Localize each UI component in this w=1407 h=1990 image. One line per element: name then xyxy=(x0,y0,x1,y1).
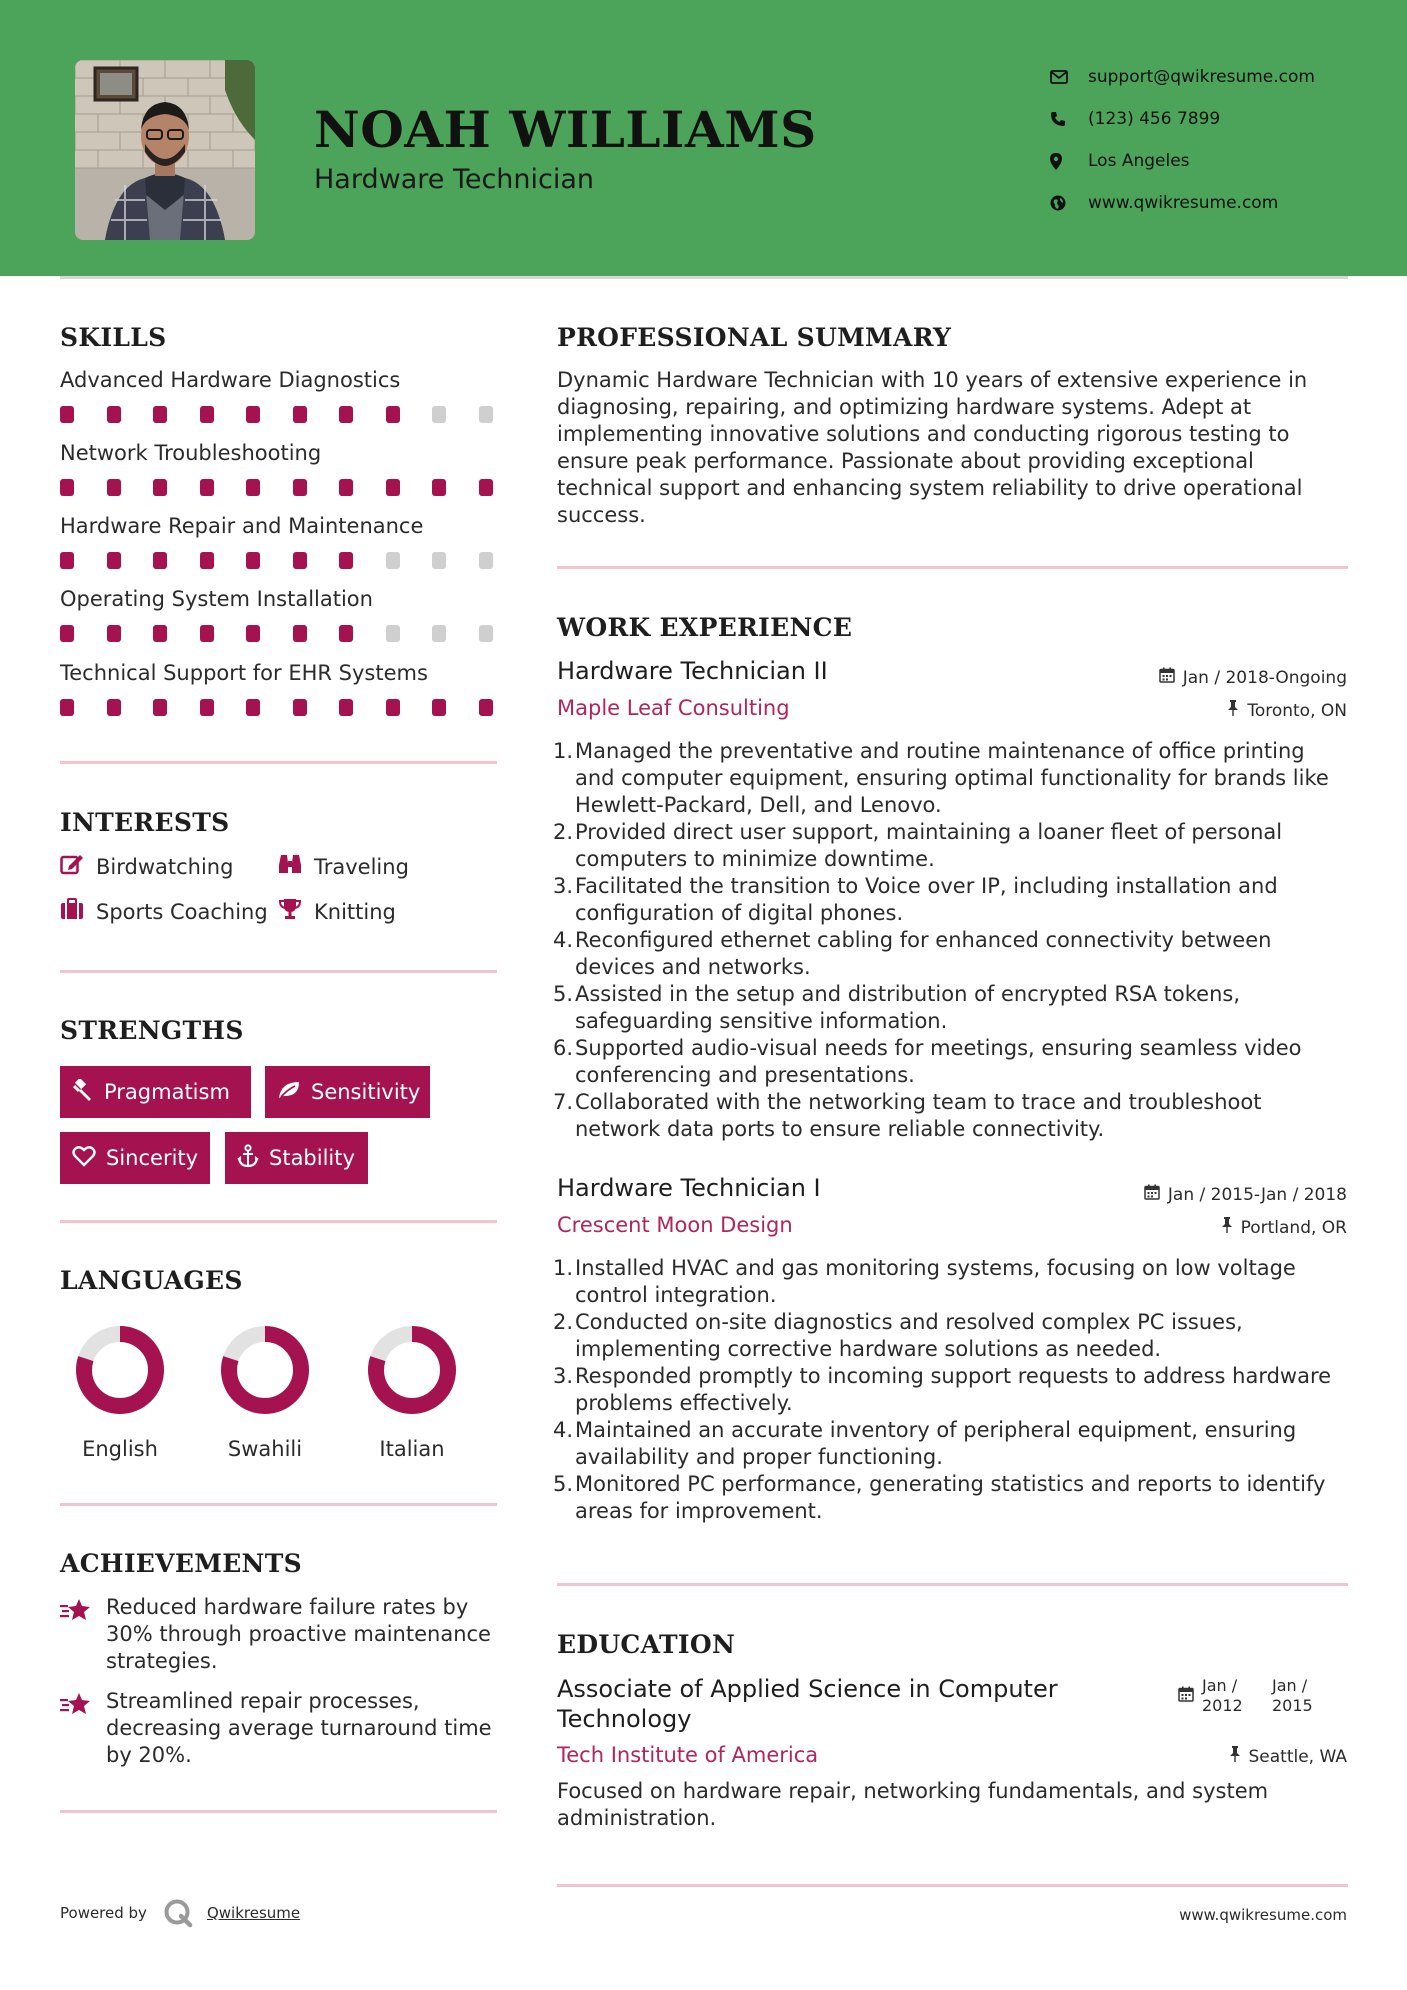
profile-photo xyxy=(75,60,255,240)
strength-tag xyxy=(60,1066,251,1118)
skill-dot-filled xyxy=(339,406,353,423)
skill-dot-filled xyxy=(153,406,167,423)
languages-heading: LANGUAGES xyxy=(60,1266,243,1295)
education-degree xyxy=(557,1674,1058,1734)
job-location-text: Portland, OR xyxy=(1240,1217,1347,1238)
qwikresume-logo-icon xyxy=(163,1898,193,1928)
job-location xyxy=(1227,700,1347,721)
section-divider xyxy=(557,566,1348,569)
pushpin-icon xyxy=(1229,1746,1249,1767)
skill-dot-filled xyxy=(107,406,121,423)
skill-dot-filled xyxy=(293,699,307,716)
language-item xyxy=(60,1325,180,1461)
skill-dot-filled xyxy=(339,552,353,569)
skill-rating xyxy=(60,699,525,716)
contact-phone-text: (123) 456 7899 xyxy=(1088,109,1221,129)
skill-dot-filled xyxy=(60,699,74,716)
skill-dot-filled xyxy=(153,479,167,496)
envelope-icon xyxy=(1050,70,1078,84)
header-banner xyxy=(0,0,1407,276)
phone-icon xyxy=(1050,111,1078,127)
skill-dot-empty xyxy=(479,552,493,569)
section-divider xyxy=(557,1583,1348,1586)
section-divider xyxy=(60,1503,497,1506)
section-divider xyxy=(557,1884,1348,1887)
job-location-text: Toronto, ON xyxy=(1247,700,1347,721)
job-bullets xyxy=(553,738,1347,1143)
header-divider xyxy=(60,276,1348,279)
job-bullet: 4. Maintained an accurate inventory of peripheral equipment, ensuring availability and proper functioning. xyxy=(553,1418,1297,1469)
job-title: Hardware Technician I xyxy=(557,1174,821,1202)
skill-dot-filled xyxy=(107,552,121,569)
language-label: Swahili xyxy=(227,1437,303,1461)
briefcase-icon xyxy=(60,898,96,925)
job-bullet: 6. Supported audio-visual needs for meetings, ensuring seamless video conferencing and presentations. xyxy=(553,1036,1302,1087)
job-dates-text: Jan / 2018-Ongoing xyxy=(1182,667,1347,688)
interest-item xyxy=(60,898,268,925)
skill-dot-filled xyxy=(153,552,167,569)
language-donut xyxy=(75,1325,165,1415)
education-description: Focused on hardware repair, networking fundamentals, and system administration. xyxy=(557,1779,1269,1830)
skill-dot-filled xyxy=(246,625,260,642)
language-item xyxy=(352,1325,472,1461)
skill-dot-filled xyxy=(200,406,214,423)
skill-dot-empty xyxy=(432,552,446,569)
strength-tag xyxy=(265,1066,430,1118)
skill-dot-filled xyxy=(60,625,74,642)
interest-label: Birdwatching xyxy=(96,854,234,879)
shooting-star-icon xyxy=(60,1688,92,1769)
skill-dot-filled xyxy=(200,699,214,716)
globe-icon xyxy=(1050,195,1078,211)
education-heading: EDUCATION xyxy=(557,1630,736,1659)
skill-dot-filled xyxy=(432,479,446,496)
job-bullet: 4. Reconfigured ethernet cabling for enhanced connectivity between devices and networks. xyxy=(553,928,1272,979)
shooting-star-icon xyxy=(60,1594,92,1675)
skill-name: Operating System Installation xyxy=(60,587,373,611)
contact-website[interactable] xyxy=(1050,182,1315,224)
job-bullet: 2. Conducted on-site diagnostics and resolved complex PC issues, implementing corrective hardware solutions as needed. xyxy=(553,1310,1243,1361)
skill-dot-filled xyxy=(107,479,121,496)
binoculars-icon xyxy=(278,853,314,880)
skill-dot-filled xyxy=(246,406,260,423)
summary-text: Dynamic Hardware Technician with 10 years of extensive experience in diagnosing, repairing, and optimizing hardware systems. Adept at implementing innovative solutions and conducting rigorous testing to ensure peak performance. Passionate about providing exceptional technical support and enhancing system reliability to drive operational success. xyxy=(557,368,1308,527)
interests-heading: INTERESTS xyxy=(60,808,230,837)
contact-email-text: support@qwikresume.com xyxy=(1088,67,1315,87)
skill-dot-filled xyxy=(386,406,400,423)
job-location xyxy=(1221,1217,1347,1238)
skill-dot-filled xyxy=(246,699,260,716)
calendar-icon xyxy=(1144,1184,1168,1205)
interest-label: Sports Coaching xyxy=(96,899,268,924)
footer-url[interactable]: www.qwikresume.com xyxy=(1179,1906,1347,1924)
job-company: Crescent Moon Design xyxy=(557,1213,793,1237)
education-end-year: 2015 xyxy=(1272,1696,1313,1715)
skills-heading: SKILLS xyxy=(60,323,167,352)
pushpin-icon xyxy=(1227,700,1247,721)
trophy-icon xyxy=(278,898,314,925)
skill-dot-filled xyxy=(200,552,214,569)
skill-dot-filled xyxy=(293,552,307,569)
skill-name: Advanced Hardware Diagnostics xyxy=(60,368,401,392)
job-bullet: 7. Collaborated with the networking team to trace and troubleshoot network data ports to ensure reliable connectivity. xyxy=(553,1090,1262,1141)
job-bullet: 5. Monitored PC performance, generating statistics and reports to identify areas for improvement. xyxy=(553,1472,1326,1523)
section-divider xyxy=(60,970,497,973)
language-item xyxy=(205,1325,325,1461)
interest-label: Knitting xyxy=(314,899,396,924)
anchor-icon xyxy=(237,1144,269,1173)
language-label: Italian xyxy=(379,1437,445,1461)
skill-dot-empty xyxy=(432,406,446,423)
section-divider xyxy=(60,761,497,764)
skill-dot-filled xyxy=(200,479,214,496)
gavel-icon xyxy=(72,1079,104,1106)
section-divider xyxy=(60,1810,497,1813)
pencil-square-icon xyxy=(60,853,96,880)
language-donut xyxy=(220,1325,310,1415)
language-donut xyxy=(367,1325,457,1415)
skill-dot-filled xyxy=(386,479,400,496)
heart-icon xyxy=(72,1145,106,1172)
skill-rating xyxy=(60,625,525,642)
interest-item xyxy=(278,853,409,880)
job-bullet: 3. Responded promptly to incoming support requests to address hardware problems effectively. xyxy=(553,1364,1332,1415)
education-start-month: Jan / xyxy=(1202,1676,1238,1695)
strengths-heading: STRENGTHS xyxy=(60,1016,244,1045)
language-label: English xyxy=(82,1437,158,1461)
job-dates xyxy=(1159,667,1347,688)
candidate-title: Hardware Technician xyxy=(314,164,595,195)
skill-dot-filled xyxy=(60,479,74,496)
skill-name: Technical Support for EHR Systems xyxy=(60,661,428,685)
education-location-text: Seattle, WA xyxy=(1248,1746,1347,1767)
contact-list xyxy=(1050,56,1315,224)
skill-dot-filled xyxy=(339,699,353,716)
interest-item xyxy=(278,898,396,925)
education-dates xyxy=(1178,1676,1313,1716)
candidate-name: NOAH WILLIAMS xyxy=(314,100,817,159)
summary-heading: PROFESSIONAL SUMMARY xyxy=(557,323,952,352)
contact-email[interactable] xyxy=(1050,56,1315,98)
job-dates xyxy=(1144,1184,1347,1205)
strength-tag xyxy=(60,1132,210,1184)
skill-dot-filled xyxy=(479,699,493,716)
leaf-icon xyxy=(277,1080,311,1105)
interest-item xyxy=(60,853,233,880)
skill-dot-filled xyxy=(107,625,121,642)
skill-dot-empty xyxy=(386,625,400,642)
job-bullet: 1. Managed the preventative and routine maintenance of office printing and computer equipment, ensuring optimal functionality for brands like Hewlett-Packard, Dell, and Lenovo. xyxy=(553,739,1329,817)
achievement-item xyxy=(60,1594,500,1675)
strength-label: Stability xyxy=(269,1146,355,1170)
skill-dot-filled xyxy=(60,406,74,423)
skill-dot-empty xyxy=(479,406,493,423)
skill-dot-empty xyxy=(479,625,493,642)
map-pin-icon xyxy=(1050,153,1078,170)
calendar-icon xyxy=(1178,1686,1194,1707)
contact-location xyxy=(1050,140,1315,182)
job-bullet: 1. Installed HVAC and gas monitoring systems, focusing on low voltage control integration. xyxy=(553,1256,1296,1307)
skill-dot-filled xyxy=(153,625,167,642)
skill-dot-filled xyxy=(246,552,260,569)
skill-rating xyxy=(60,479,525,496)
strength-label: Pragmatism xyxy=(104,1080,230,1104)
skill-dot-empty xyxy=(432,625,446,642)
powered-by-text: Powered by xyxy=(60,1904,147,1922)
section-divider xyxy=(60,1220,497,1223)
achievement-item xyxy=(60,1688,500,1769)
skill-dot-filled xyxy=(293,406,307,423)
skill-dot-filled xyxy=(339,625,353,642)
skill-dot-filled xyxy=(339,479,353,496)
skill-name: Hardware Repair and Maintenance xyxy=(60,514,424,538)
skill-name: Network Troubleshooting xyxy=(60,441,322,465)
achievement-text: Streamlined repair processes, decreasing average turnaround time by 20%. xyxy=(106,1689,492,1767)
job-title: Hardware Technician II xyxy=(557,657,828,685)
skill-dot-filled xyxy=(60,552,74,569)
skill-dot-filled xyxy=(293,479,307,496)
education-school: Tech Institute of America xyxy=(557,1743,819,1767)
skill-dot-filled xyxy=(107,699,121,716)
strength-label: Sincerity xyxy=(106,1146,199,1170)
education-location xyxy=(1229,1746,1348,1767)
skill-dot-filled xyxy=(432,699,446,716)
skill-dot-filled xyxy=(386,699,400,716)
skill-dot-filled xyxy=(153,699,167,716)
footer-powered-by xyxy=(60,1898,300,1928)
skill-rating xyxy=(60,406,525,423)
job-bullets xyxy=(553,1255,1347,1525)
qwikresume-link[interactable]: Qwikresume xyxy=(206,1904,301,1922)
achievements-heading: ACHIEVEMENTS xyxy=(60,1549,302,1578)
skill-dot-filled xyxy=(200,625,214,642)
education-end-month: Jan / xyxy=(1272,1676,1308,1695)
skill-dot-filled xyxy=(479,479,493,496)
strength-tag xyxy=(225,1132,368,1184)
contact-phone[interactable] xyxy=(1050,98,1315,140)
achievement-text: Reduced hardware failure rates by 30% through proactive maintenance strategies. xyxy=(106,1595,491,1673)
pushpin-icon xyxy=(1221,1217,1241,1238)
contact-location-text: Los Angeles xyxy=(1088,151,1190,171)
job-bullet: 2. Provided direct user support, maintaining a loaner fleet of personal computers to minimize downtime. xyxy=(553,820,1283,871)
job-dates-text: Jan / 2015-Jan / 2018 xyxy=(1167,1184,1347,1205)
education-start-year: 2012 xyxy=(1202,1696,1243,1715)
job-bullet: 5. Assisted in the setup and distribution of encrypted RSA tokens, safeguarding sensitive information. xyxy=(553,982,1241,1033)
degree-line: Technology xyxy=(557,1705,692,1733)
job-company: Maple Leaf Consulting xyxy=(557,696,790,720)
degree-line: Associate of Applied Science in Computer xyxy=(557,1675,1058,1703)
skill-dot-filled xyxy=(293,625,307,642)
job-bullet: 3. Facilitated the transition to Voice over IP, including installation and configuration of digital phones. xyxy=(553,874,1278,925)
interest-label: Traveling xyxy=(314,854,409,879)
skill-dot-empty xyxy=(386,552,400,569)
skill-dot-filled xyxy=(246,479,260,496)
calendar-icon xyxy=(1159,667,1183,688)
strength-label: Sensitivity xyxy=(311,1080,421,1104)
experience-heading: WORK EXPERIENCE xyxy=(557,613,853,642)
skill-rating xyxy=(60,552,525,569)
contact-website-text: www.qwikresume.com xyxy=(1088,193,1279,213)
